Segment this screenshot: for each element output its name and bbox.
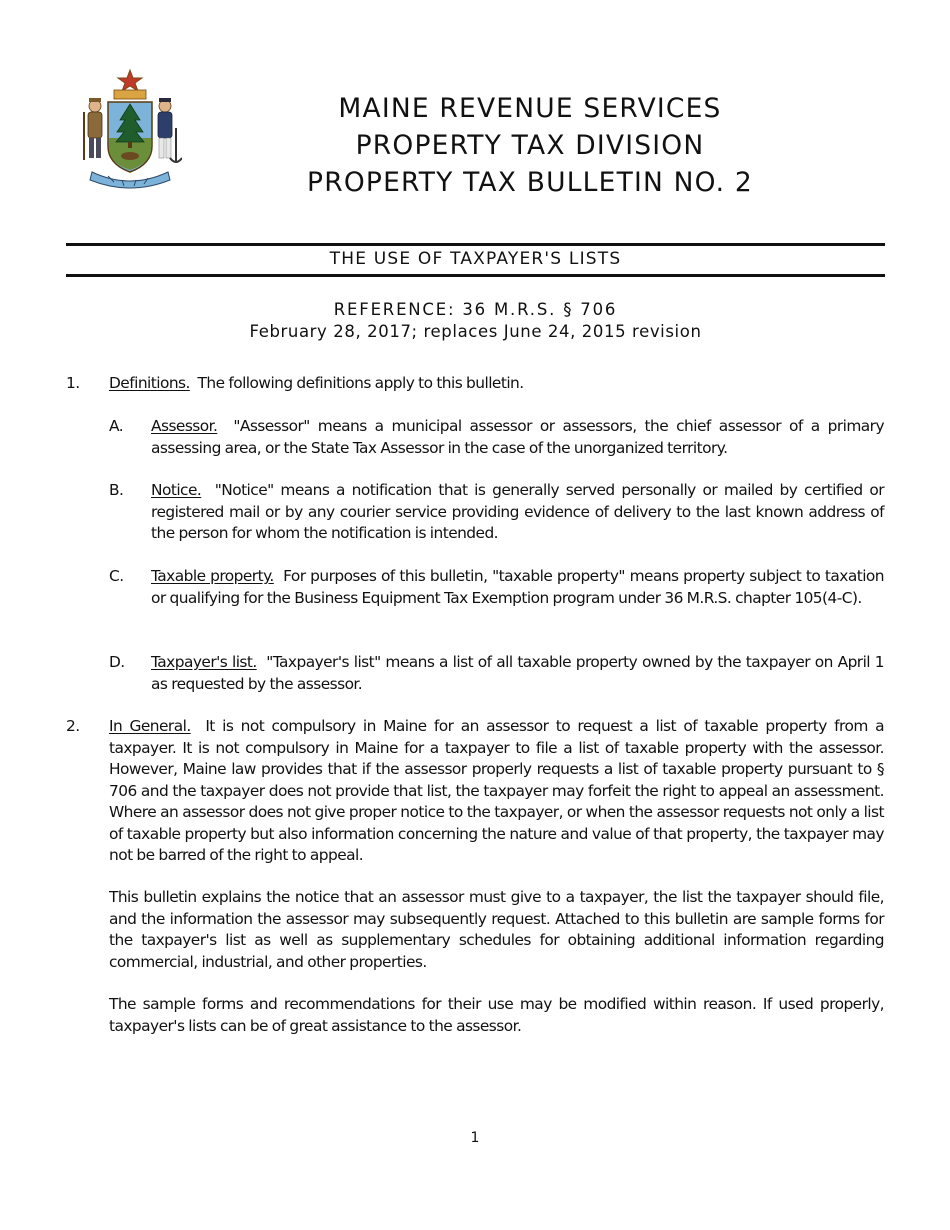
page-number: 1	[470, 1130, 480, 1146]
definition-term: Taxable property.	[151, 567, 274, 585]
section-heading: In General.	[109, 717, 191, 735]
item-letter: C.	[109, 567, 124, 585]
section-intro	[109, 373, 884, 395]
section-number: 1.	[66, 374, 80, 392]
header-division: PROPERTY TAX DIVISION	[355, 130, 705, 161]
definition-text: "Notice" means a notification that is generally served personally or mailed by certified or registered mail or by any courier service providing evidence of delivery to the last known address of the person for whom the notification is intended.	[151, 481, 885, 542]
section-heading: Definitions.	[109, 374, 190, 392]
header-agency: MAINE REVENUE SERVICES	[338, 93, 722, 124]
header-bulletin-title: PROPERTY TAX BULLETIN NO. 2	[307, 167, 753, 198]
item-letter: B.	[109, 481, 124, 499]
definition-item	[151, 566, 884, 609]
definition-term: Notice.	[151, 481, 202, 499]
section-paragraph: The sample forms and recommendations for their use may be modified within reason. If used properly, taxpayer's lists can be of great assistance to the assessor.	[109, 995, 884, 1035]
section-intro	[109, 716, 884, 867]
definition-item	[151, 416, 884, 459]
definition-term: Taxpayer's list.	[151, 653, 257, 671]
item-letter: D.	[109, 653, 125, 671]
definition-item	[151, 652, 884, 695]
revision-date: February 28, 2017; replaces June 24, 2015 revision	[249, 322, 702, 341]
maine-state-seal-icon	[78, 68, 182, 192]
section-number: 2.	[66, 717, 80, 735]
definition-term: Assessor.	[151, 417, 218, 435]
definition-item	[151, 480, 884, 545]
section-paragraph: This bulletin explains the notice that an assessor must give to a taxpayer, the list the taxpayer should file, and the information the assessor may subsequently request. Attached to this bulletin are sample forms for the taxpayer's list as well as supplementary schedules for obtaining additional information regarding commercial, industrial, and other properties.	[109, 888, 884, 971]
definition-text: "Taxpayer's list" means a list of all taxable property owned by the taxpayer on April 1 as requested by the assessor.	[151, 653, 884, 693]
top-divider	[66, 243, 885, 246]
item-letter: A.	[109, 417, 124, 435]
section-text: The following definitions apply to this bulletin.	[197, 374, 524, 392]
reference-block	[66, 299, 885, 343]
bulletin-header	[250, 90, 810, 201]
section-text: It is not compulsory in Maine for an assessor to request a list of taxable property from a taxpayer. It is not compulsory in Maine for a taxpayer to file a list of taxable property with the assessor. However, Maine law provides that if the assessor properly requests a list of taxable property pursuant to § 706 and the taxpayer does not provide that list, the taxpayer may forfeit the right to appeal an assessment. Where an assessor does not give proper notice to the taxpayer, or when the assessor requests not only a list of taxable property but also information concerning the nature and value of that property, the taxpayer may not be barred of the right to appeal.	[109, 717, 884, 864]
bulletin-subject: THE USE OF TAXPAYER'S LISTS	[329, 249, 622, 269]
definition-text: "Assessor" means a municipal assessor or assessors, the chief assessor of a primary assessing area, or the State Tax Assessor in the case of the unorganized territory.	[151, 417, 884, 457]
definition-text: For purposes of this bulletin, "taxable property" means property subject to taxation or qualifying for the Business Equipment Tax Exemption program under 36 M.R.S. chapter 105(4-C).	[151, 567, 884, 607]
bottom-divider	[66, 274, 885, 277]
reference-citation: REFERENCE: 36 M.R.S. § 706	[333, 300, 618, 319]
